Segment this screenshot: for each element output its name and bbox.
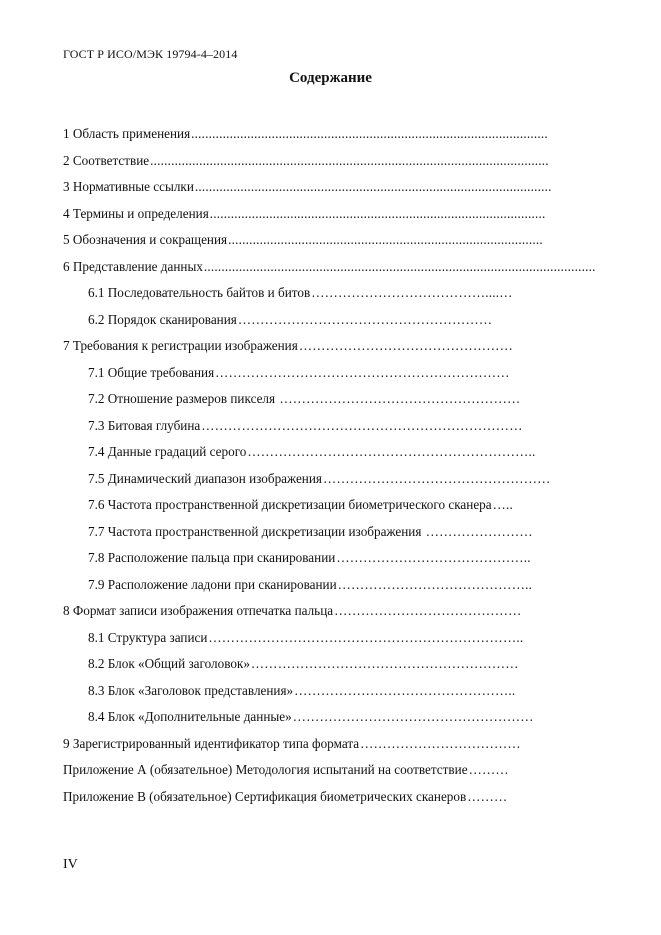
toc-entry-title: 2 Соответствие [63,153,150,168]
toc-entry-title: 8.4 Блок «Дополнительные данные» [88,709,292,724]
toc-dot-leader: ……… [468,762,509,777]
toc-entry[interactable] [63,229,603,251]
toc-entry-title: 8.1 Структура записи [88,630,208,645]
toc-entry[interactable] [88,362,603,384]
toc-entry[interactable] [88,494,603,516]
toc-dot-leader: ……………………………………………… [279,391,521,406]
toc-dot-leader: …………………………………………………… [250,656,519,671]
toc-dot-leader: …………………………………….. [336,550,531,565]
toc-dot-leader: ………………………………………………… [237,312,493,327]
toc-entry-title: 7.3 Битовая глубина [88,418,201,433]
toc-entry[interactable] [88,282,603,304]
toc-entry-title: 6 Представление данных [63,259,203,274]
toc-entry[interactable] [63,256,603,278]
toc-entry[interactable] [88,468,603,490]
toc-entry[interactable] [88,547,603,569]
toc-entry[interactable] [63,203,603,225]
toc-dot-leader: .......................................................................................... [228,232,543,247]
toc-entry[interactable] [63,150,603,172]
document-code-header: ГОСТ Р ИСО/МЭК 19794-4–2014 [63,47,238,61]
toc-dot-leader: …………………………………… [334,603,522,618]
toc-entry[interactable] [88,415,603,437]
toc-dot-leader: ……………………………………………………….. [247,444,536,459]
toc-dot-leader: .................................................................................................................. [150,153,549,168]
toc-entry-title: 7.7 Частота пространственной дискретизации изображения [88,524,425,539]
toc-dot-leader: …………………………………………… [322,471,551,486]
toc-entry-title: 1 Область применения [63,126,191,141]
toc-dot-leader: ………………………………………….. [294,683,516,698]
toc-entry[interactable] [63,123,603,145]
toc-entry-title: 5 Обозначения и сокращения [63,232,228,247]
toc-entry[interactable] [88,388,603,410]
toc-entry[interactable] [63,176,603,198]
toc-entry-title: 8.3 Блок «Заголовок представления» [88,683,294,698]
page-number: IV [63,857,78,872]
toc-entry-title: 9 Зарегистрированный идентификатор типа формата [63,736,360,751]
toc-entry[interactable] [63,759,603,781]
toc-dot-leader: …………………………………………………………….. [208,630,524,645]
toc-entry-title: Приложение А (обязательное) Методология испытаний на соответствие [63,762,468,777]
toc-entry[interactable] [88,574,603,596]
toc-entry[interactable] [88,653,603,675]
toc-entry-title: 3 Нормативные ссылки [63,179,194,194]
toc-dot-leader: ………………………………………… [298,338,514,353]
toc-dot-leader: ...................................................................................................... [191,126,548,141]
toc-entry[interactable] [88,441,603,463]
toc-dot-leader: ……………………………………………………………… [201,418,523,433]
toc-entry-title: 7.9 Расположение ладони при сканировании [88,577,337,592]
toc-entry-title: 8.2 Блок «Общий заголовок» [88,656,250,671]
toc-dot-leader: …………………………………….. [337,577,533,592]
toc-entry[interactable] [63,600,603,622]
toc-dot-leader: …………………………………....… [311,285,513,300]
toc-entry[interactable] [88,680,603,702]
toc-dot-leader: ….. [492,497,514,512]
toc-entry[interactable] [63,335,603,357]
toc-entry-title: 7.5 Динамический диапазон изображения [88,471,322,486]
toc-entry[interactable] [63,786,603,808]
toc-entry-title: 4 Термины и определения [63,206,209,221]
toc-dot-leader: ……………………………… [360,736,521,751]
toc-entry-title: 7.1 Общие требования [88,365,215,380]
toc-dot-leader: ................................................................................................ [209,206,546,221]
toc-entry-title: 7.4 Данные градаций серого [88,444,247,459]
toc-entry-title: 7.2 Отношение размеров пикселя [88,391,279,406]
toc-entry-title: 6.2 Порядок сканирования [88,312,237,327]
toc-entry-title: 8 Формат записи изображения отпечатка пальца [63,603,334,618]
toc-dot-leader: …………………… [425,524,533,539]
page-title: Содержание [289,70,372,86]
toc-dot-leader: ……… [467,789,508,804]
toc-entry[interactable] [63,733,603,755]
toc-entry-title: 7.8 Расположение пальца при сканировании [88,550,336,565]
toc-entry[interactable] [88,521,603,543]
toc-entry-title: 6.1 Последовательность байтов и битов [88,285,311,300]
toc-entry[interactable] [88,309,603,331]
toc-entry-title: 7.6 Частота пространственной дискретизации биометрического сканера [88,497,492,512]
toc-entry[interactable] [88,706,603,728]
toc-dot-leader: ……………………………………………… [292,709,534,724]
toc-dot-leader: ................................................................................................................ [203,259,596,274]
toc-entry-title: Приложение В (обязательное) Сертификация биометрических сканеров [63,789,467,804]
toc-dot-leader: ………………………………………………………… [215,365,510,380]
toc-dot-leader: ...................................................................................................... [194,179,552,194]
toc-entry[interactable] [88,627,603,649]
toc-entry-title: 7 Требования к регистрации изображения [63,338,298,353]
